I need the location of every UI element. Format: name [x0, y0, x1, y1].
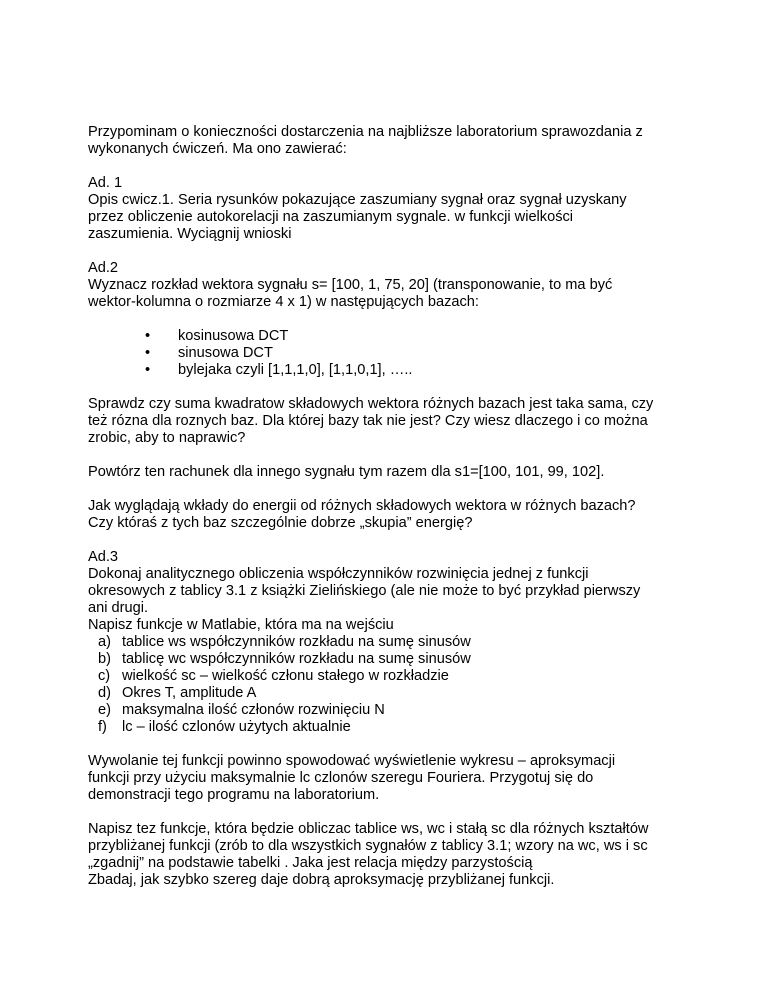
text-line: Wywolanie tej funkcji powinno spowodować wyświetlenie wykresu – aproksymacji [88, 753, 616, 769]
basis-bullet-list [88, 328, 708, 379]
ad3-paragraph-coefficients [88, 821, 708, 889]
text-line: przybliżanej funkcji (zrób to dla wszystkich sygnałów z tablicy 3.1; wzory na wc, ws i sc [88, 838, 648, 854]
bullet-icon: • [145, 362, 151, 378]
bullet-icon: • [145, 345, 151, 361]
ad2-paragraph-repeat [88, 464, 708, 481]
list-item-text: Okres T, amplitude A [122, 685, 257, 701]
ad2-paragraph-energy [88, 498, 708, 532]
list-item-text: tablice ws współczynników rozkładu na sumę sinusów [122, 634, 471, 650]
text-line: Opis cwicz.1. Seria rysunków pokazujące zaszumiany sygnał oraz sygnał uzyskany [88, 192, 627, 208]
intro-paragraph [88, 124, 708, 158]
bullet-icon: • [145, 328, 151, 344]
ad3-section [88, 549, 708, 634]
text-line: ani drugi. [88, 600, 149, 616]
ad2-heading: Ad.2 [88, 260, 119, 276]
text-line: też rózna dla roznych baz. Dla której bazy tak nie jest? Czy wiesz dlaczego i co można [88, 413, 648, 429]
text-line: demonstracji tego programu na laboratorium. [88, 787, 380, 803]
list-item [88, 651, 708, 668]
text-line: Sprawdz czy suma kwadratow składowych wektora różnych bazach jest taka sama, czy [88, 396, 654, 412]
ad3-heading: Ad.3 [88, 549, 119, 565]
list-marker: c) [98, 668, 111, 684]
list-item [88, 719, 708, 736]
text-line: funkcji przy użyciu maksymalnie lc czlonów szeregu Fouriera. Przygotuj się do [88, 770, 594, 786]
text-line: Dokonaj analitycznego obliczenia współczynników rozwinięcia jednej z funkcji [88, 566, 589, 582]
bullet-item [88, 328, 708, 345]
ad1-heading: Ad. 1 [88, 175, 123, 191]
text-line: Wyznacz rozkład wektora sygnału s= [100, 1, 75, 20] (transponowanie, to ma być [88, 277, 613, 293]
list-marker: f) [98, 719, 107, 735]
ad1-section [88, 175, 708, 243]
text-line: przez obliczenie autokorelacji na zaszumianym sygnale. w funkcji wielkości [88, 209, 574, 225]
list-marker: b) [98, 651, 111, 667]
bullet-text: sinusowa DCT [178, 345, 273, 361]
matlab-inputs-list [88, 634, 708, 736]
ad2-paragraph-sums [88, 396, 708, 447]
list-item-text: tablicę wc współczynników rozkładu na sumę sinusów [122, 651, 471, 667]
text-line: wykonanych ćwiczeń. Ma ono zawierać: [88, 141, 347, 157]
text-line: zrobic, aby to naprawic? [88, 430, 246, 446]
ad3-paragraph-plot [88, 753, 708, 804]
list-marker: e) [98, 702, 111, 718]
list-marker: d) [98, 685, 111, 701]
list-item [88, 668, 708, 685]
bullet-item [88, 345, 708, 362]
bullet-item [88, 362, 708, 379]
text-line: Napisz tez funkcje, która będzie obliczac tablice ws, wc i stałą sc dla różnych kształtów [88, 821, 649, 837]
text-line: Zbadaj, jak szybko szereg daje dobrą aproksymację przybliżanej funkcji. [88, 872, 555, 888]
text-line: „zgadnij” na podstawie tabelki . Jaka jest relacja między parzystością [88, 855, 533, 871]
text-line: zaszumienia. Wyciągnij wnioski [88, 226, 292, 242]
text-line: Jak wyglądają wkłady do energii od różnych składowych wektora w różnych bazach? [88, 498, 636, 514]
list-item-text: maksymalna ilość członów rozwinięciu N [122, 702, 385, 718]
text-line: Powtórz ten rachunek dla innego sygnału tym razem dla s1=[100, 101, 99, 102]. [88, 464, 605, 480]
text-line: okresowych z tablicy 3.1 z książki Zielińskiego (ale nie może to być przykład pierwszy [88, 583, 641, 599]
document-body [88, 124, 708, 906]
list-item [88, 634, 708, 651]
bullet-text: bylejaka czyli [1,1,1,0], [1,1,0,1], ….. [178, 362, 413, 378]
list-item-text: lc – ilość czlonów użytych aktualnie [122, 719, 351, 735]
list-marker: a) [98, 634, 111, 650]
list-item [88, 685, 708, 702]
text-line: Napisz funkcje w Matlabie, która ma na wejściu [88, 617, 394, 633]
list-item-text: wielkość sc – wielkość członu stałego w rozkładzie [122, 668, 449, 684]
text-line: wektor-kolumna o rozmiarze 4 x 1) w następujących bazach: [88, 294, 479, 310]
text-line: Przypominam o konieczności dostarczenia na najbliższe laboratorium sprawozdania z [88, 124, 643, 140]
ad2-section [88, 260, 708, 311]
text-line: Czy któraś z tych baz szczególnie dobrze „skupia” energię? [88, 515, 473, 531]
list-item [88, 702, 708, 719]
bullet-text: kosinusowa DCT [178, 328, 289, 344]
